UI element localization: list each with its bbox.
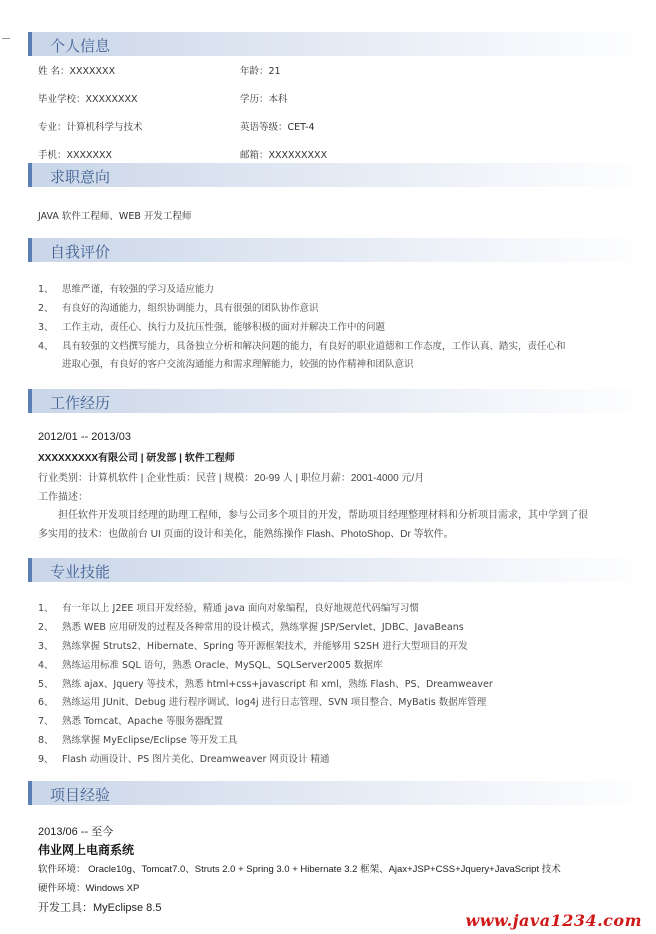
- phone-field: 手机：XXXXXXX: [38, 150, 113, 161]
- section-header-intention: [28, 163, 654, 187]
- section-header-work: [28, 389, 654, 413]
- list-text: Flash 动画设计、PS 图片美化、Dreamweaver 网页设计 精通: [62, 754, 330, 765]
- list-number: 9、: [38, 754, 54, 765]
- section-accent-bar: [28, 238, 32, 262]
- work-desc-line2: 多实用的技术：也做前台 UI 页面的设计和美化，能熟练操作 Flash、PhotoShop、Dr 等软件。: [38, 529, 454, 540]
- list-text: 熟练运用 JUnit、Debug 进行程序调试、log4j 进行日志管理、SVN 项目整合、MyBatis 数据库管理: [62, 697, 487, 708]
- list-item: [38, 356, 414, 370]
- list-number: 4、: [38, 660, 54, 671]
- section-header-skills: [28, 558, 654, 582]
- list-text: 有一年以上 J2EE 项目开发经验，精通 java 面向对象编程，良好地规范代码编写习惯: [62, 603, 419, 614]
- list-item: [38, 657, 383, 671]
- list-item: [38, 300, 319, 314]
- list-text: 进取心强，有良好的客户交流沟通能力和需求理解能力，较强的协作精神和团队意识: [62, 359, 414, 370]
- list-item: [38, 732, 237, 746]
- section-title: 求职意向: [50, 168, 111, 186]
- section-title: 自我评价: [50, 243, 111, 261]
- list-item: [38, 638, 468, 652]
- list-text: 熟练掌握 MyEclipse/Eclipse 等开发工具: [62, 735, 238, 746]
- section-header-project: [28, 781, 654, 805]
- section-accent-bar: [28, 781, 32, 805]
- degree-field: 学历：本科: [240, 94, 288, 105]
- section-title: 个人信息: [50, 37, 111, 55]
- work-desc-label: 工作描述：: [38, 492, 88, 503]
- section-title: 项目经验: [50, 786, 111, 804]
- section-title: 专业技能: [50, 563, 111, 581]
- project-period: 2013/06 -- 至今: [38, 826, 114, 838]
- list-text: 熟练掌握 Struts2、Hibernate、Spring 等开源框架技术，并能够用 S2SH 进行大型项目的开发: [62, 641, 468, 652]
- work-desc-line1: 担任软件开发项目经理的助理工程师，参与公司多个项目的开发，帮助项目经理整理材料和分析项目需求，其中学到了很: [58, 510, 588, 521]
- list-number: 8、: [38, 735, 54, 746]
- work-company: XXXXXXXXX有限公司 | 研发部 | 软件工程师: [38, 453, 235, 464]
- age-field: 年龄：21: [240, 66, 281, 77]
- section-accent-bar: [28, 32, 32, 56]
- work-info: 行业类别：计算机软件 | 企业性质：民营 | 规模：20-99 人 | 职位月薪：2001-4000 元/月: [38, 473, 425, 484]
- list-item: [38, 713, 223, 727]
- list-item: [38, 751, 329, 765]
- project-name: 伟业网上电商系统: [38, 843, 135, 857]
- email-field: 邮箱：XXXXXXXXX: [240, 150, 328, 161]
- list-item: [38, 619, 464, 633]
- list-text: 思维严谨，有较强的学习及适应能力: [62, 284, 215, 295]
- list-text: 熟练运用标准 SQL 语句，熟悉 Oracle、MySQL、SQLServer2005 数据库: [62, 660, 383, 671]
- list-item: [38, 319, 385, 333]
- list-item: [38, 676, 493, 690]
- list-text: 熟悉 Tomcat、Apache 等服务器配置: [62, 716, 224, 727]
- section-header-personal: [28, 32, 654, 56]
- english-field: 英语等级：CET-4: [240, 122, 315, 133]
- name-field: 姓 名：XXXXXXX: [38, 66, 116, 77]
- list-number: 7、: [38, 716, 54, 727]
- intention-text: JAVA 软件工程师、WEB 开发工程师: [38, 211, 192, 222]
- list-item: [38, 694, 486, 708]
- list-text: 熟悉 WEB 应用研发的过程及各种常用的设计模式，熟练掌握 JSP/Servlet、JDBC、JavaBeans: [62, 622, 464, 633]
- list-text: 具有较强的文档撰写能力，具备独立分析和解决问题的能力，有良好的职业道德和工作态度，工作认真、踏实，责任心和: [62, 341, 566, 352]
- project-hardware-env: 硬件环境：Windows XP: [38, 883, 140, 894]
- list-text: 有良好的沟通能力，组织协调能力，具有很强的团队协作意识: [62, 303, 319, 314]
- list-number: 4、: [38, 341, 54, 352]
- section-title: 工作经历: [50, 394, 111, 412]
- list-text: 熟练 ajax、Jquery 等技术，熟悉 html+css+javascript 和 xml，熟练 Flash、PS、Dreamweaver: [62, 679, 493, 690]
- school-field: 毕业学校：XXXXXXXX: [38, 94, 138, 105]
- list-item: [38, 600, 419, 614]
- list-text: 工作主动，责任心、执行力及抗压性强，能够积极的面对并解决工作中的问题: [62, 322, 386, 333]
- list-number: 3、: [38, 641, 54, 652]
- work-period: 2012/01 -- 2013/03: [38, 431, 131, 443]
- list-number: 2、: [38, 622, 54, 633]
- project-software-env: 软件环境： Oracle10g、Tomcat7.0、Struts 2.0 + Spring 3.0 + Hibernate 3.2 框架、Ajax+JSP+CSS+Jquery+JavaScript 技术: [38, 864, 561, 875]
- list-number: 3、: [38, 322, 54, 333]
- section-accent-bar: [28, 389, 32, 413]
- list-number: 1、: [38, 603, 54, 614]
- list-number: 6、: [38, 697, 54, 708]
- section-accent-bar: [28, 558, 32, 582]
- section-accent-bar: [28, 163, 32, 187]
- project-tools: 开发工具：MyEclipse 8.5: [38, 902, 162, 914]
- list-item: [38, 338, 566, 352]
- list-number: 2、: [38, 303, 54, 314]
- page-corner-mark: [2, 38, 10, 39]
- list-number: 1、: [38, 284, 54, 295]
- list-number: 5、: [38, 679, 54, 690]
- major-field: 专业：计算机科学与技术: [38, 122, 143, 133]
- section-header-self-eval: [28, 238, 654, 262]
- site-watermark: www.java1234.com: [465, 911, 642, 930]
- list-item: [38, 281, 214, 295]
